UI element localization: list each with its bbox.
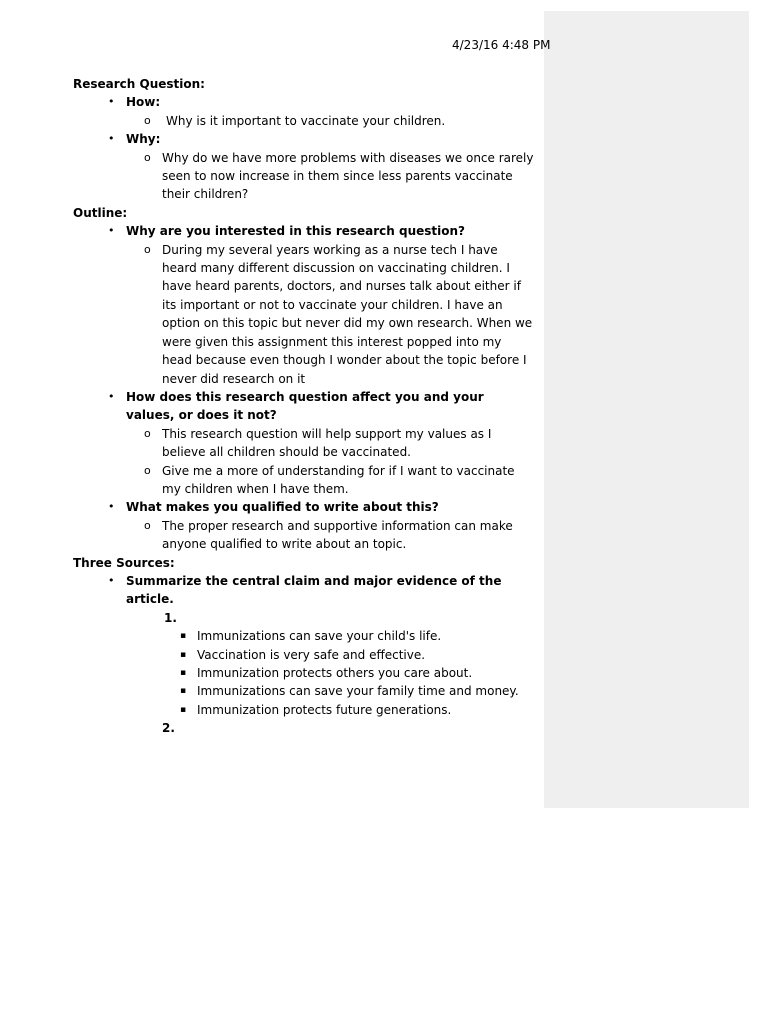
list-item-summarize — [73, 572, 543, 609]
square-marker: ▪ — [180, 704, 187, 715]
list-item-source-point — [73, 701, 543, 719]
list-item-q3-answer — [73, 517, 543, 554]
list-item-how — [73, 93, 543, 111]
why-label: Why: — [126, 132, 161, 147]
circle-marker: o — [144, 113, 151, 127]
section-title-research-question: Research Question: — [73, 77, 205, 91]
square-marker: ▪ — [180, 631, 187, 642]
source-number-2: 2. — [162, 721, 175, 736]
q2-text: How does this research question affect you and your values, or does it not? — [126, 389, 484, 423]
list-item-source-point — [73, 627, 543, 645]
list-item-q1 — [73, 222, 543, 240]
source-point-text: Immunization protects others you care about. — [197, 666, 473, 680]
circle-marker: o — [144, 150, 151, 164]
q3-text: What makes you qualified to write about this? — [126, 500, 439, 515]
list-item-q1-answer — [73, 241, 543, 388]
bullet-marker: • — [108, 224, 115, 238]
q2-answer-2-text: Give me a more of understanding for if I want to vaccinate my children when I have them. — [162, 463, 515, 496]
bullet-marker: • — [108, 500, 115, 514]
list-item-how-answer — [73, 112, 543, 130]
document-body — [73, 75, 543, 738]
why-answer-text: Why do we have more problems with diseases we once rarely seen to now increase in them since less parents vaccinate their children? — [162, 150, 534, 202]
bullet-marker: • — [108, 389, 115, 403]
list-item-why-answer — [73, 149, 543, 204]
circle-marker: o — [144, 518, 151, 532]
comment-margin-panel — [544, 11, 749, 808]
circle-marker: o — [144, 426, 151, 440]
circle-marker: o — [144, 463, 151, 477]
square-marker: ▪ — [180, 686, 187, 697]
list-item-q2 — [73, 388, 543, 425]
q2-answer-1-text: This research question will help support my values as I believe all children should be vaccinated. — [162, 426, 492, 460]
how-label: How: — [126, 95, 161, 110]
source-point-text: Immunizations can save your child's life. — [197, 629, 442, 644]
list-item-source-point — [73, 664, 543, 682]
section-title-outline: Outline: — [73, 205, 128, 220]
source-point-text: Vaccination is very safe and effective. — [197, 647, 426, 662]
source-number-1: 1. — [164, 610, 177, 625]
section-title-sources: Three Sources: — [73, 555, 175, 570]
list-item-why — [73, 130, 543, 148]
q1-answer-text: During my several years working as a nurse tech I have heard many different discussion on vaccinating children. I have heard parents, doctors, and nurses talk about either if its important or not to vaccinate your children. I have an option on this topic but never did my own research. When we were given this assignment this interest popped into my head because even though I wonder about the topic before I never did research on it — [162, 242, 533, 386]
square-marker: ▪ — [180, 668, 187, 678]
source-point-text: Immunizations can save your family time and money. — [197, 684, 519, 699]
how-answer-text: Why is it important to vaccinate your children. — [166, 113, 446, 128]
bullet-marker: • — [108, 573, 115, 587]
q3-answer-text: The proper research and supportive information can make anyone qualified to write about an topic. — [162, 518, 513, 552]
circle-marker: o — [144, 242, 151, 256]
square-marker: ▪ — [180, 649, 187, 660]
list-item-q2-answer-2 — [73, 462, 543, 499]
list-item-q2-answer-1 — [73, 425, 543, 462]
bullet-marker: • — [108, 95, 115, 109]
source-point-text: Immunization protects future generations. — [197, 702, 452, 717]
list-item-source-point — [73, 682, 543, 700]
list-item-q3 — [73, 498, 543, 516]
bullet-marker: • — [108, 132, 115, 146]
list-item-source-point — [73, 646, 543, 664]
q1-text: Why are you interested in this research question? — [126, 224, 466, 239]
summarize-prompt-text: Summarize the central claim and major evidence of the article. — [126, 573, 502, 607]
print-timestamp: 4/23/16 4:48 PM — [452, 38, 551, 52]
